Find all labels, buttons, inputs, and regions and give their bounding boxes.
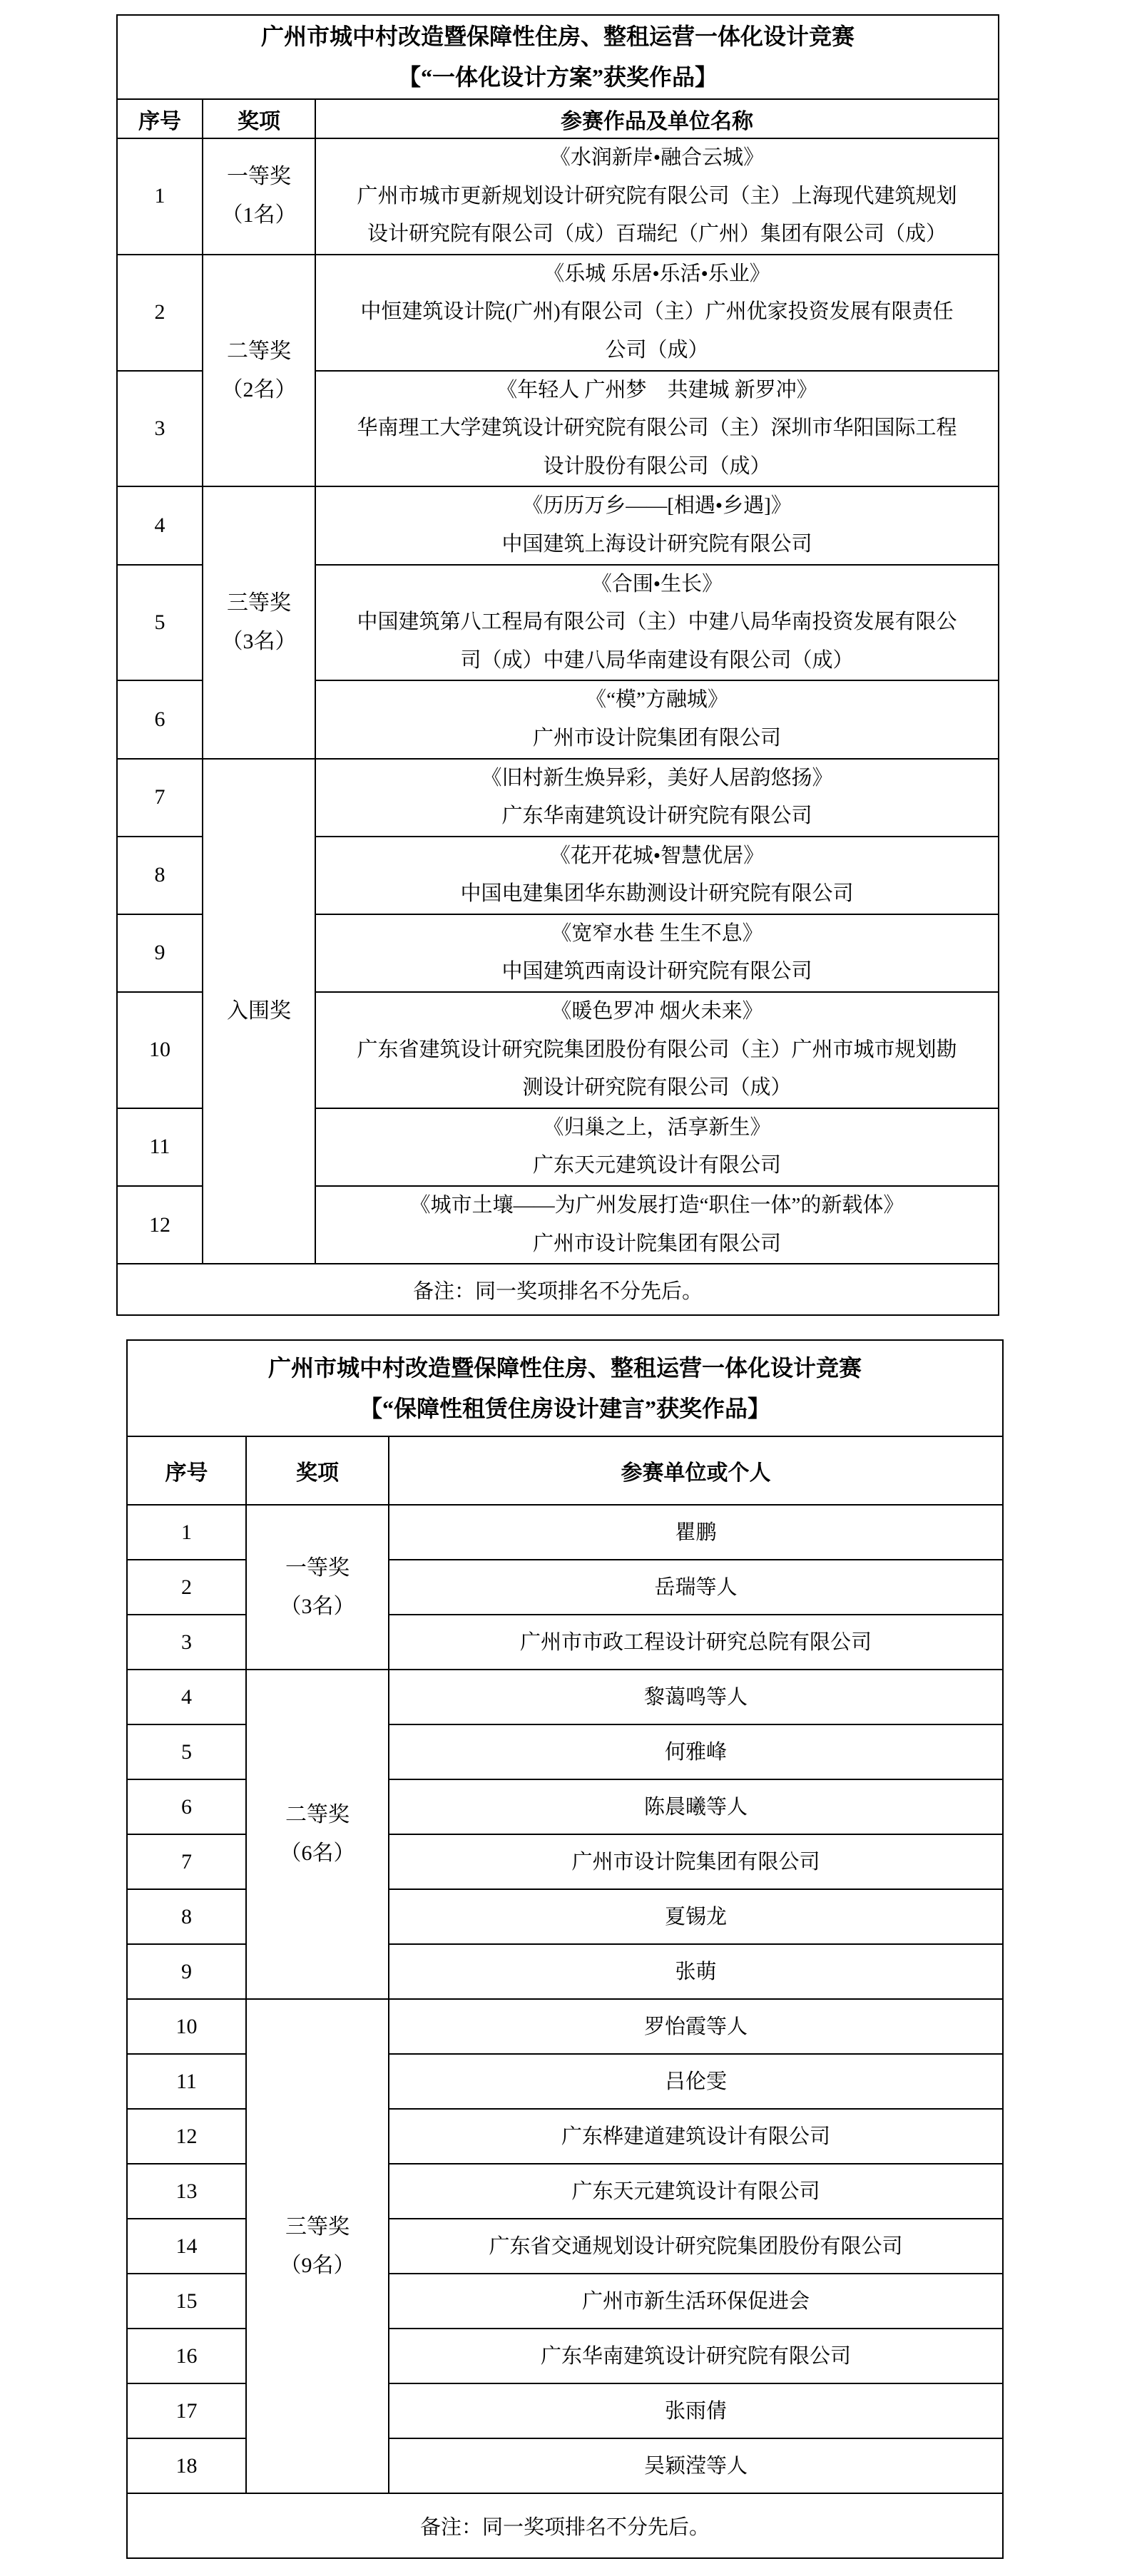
participant-name: 岳瑞等人 [654,1575,738,1599]
org-name-line: 中国建筑上海设计研究院有限公司 [501,532,812,556]
col-header-entry: 参赛单位或个人 [389,1436,1003,1505]
org-name-line: 设计研究院有限公司（成）百瑞纪（广州）集团有限公司（成） [367,223,947,246]
participant-name: 瞿鹏 [675,1520,717,1544]
entry-cell [315,486,999,564]
participant-name: 陈晨曦等人 [644,1795,748,1819]
org-name-line: 广东华南建筑设计研究院有限公司 [501,804,812,828]
entry-cell [389,1670,1003,1724]
table-row [127,1505,1003,1560]
work-title: 《乐城 乐居•乐活•乐业》 [544,262,770,285]
integrated-design-awards-table [116,14,999,1316]
award-label-line: 入围奖 [227,998,291,1023]
org-name-line: 设计股份有限公司（成） [543,454,771,478]
table-title-line: 【“保障性租赁住房设计建言”获奖作品】 [360,1395,771,1421]
row-number: 11 [117,1108,203,1186]
entry-cell [315,1108,999,1186]
participant-name: 何雅峰 [665,1740,728,1764]
org-name-line: 广州市设计院集团有限公司 [533,726,782,750]
org-name-line: 中国电建集团华东勘测设计研究院有限公司 [460,882,854,906]
entry-cell [389,1615,1003,1670]
table-row [117,759,999,837]
row-number: 11 [127,2054,246,2109]
row-number: 17 [127,2383,246,2438]
org-name-line: 广州市城市更新规划设计研究院有限公司（主）上海现代建筑规划 [357,184,957,208]
entry-cell [315,992,999,1108]
award-label-line: 三等奖 [227,591,291,615]
row-number: 4 [127,1670,246,1724]
col-header-award: 奖项 [246,1436,389,1505]
row-number: 8 [127,1889,246,1944]
award-group-label [246,1670,389,1999]
work-title: 《合围•生长》 [591,572,723,596]
participant-name: 罗怡霞等人 [644,2015,748,2038]
participant-name: 广州市设计院集团有限公司 [571,1850,820,1874]
table-title [117,15,999,99]
table-note: 备注：同一奖项排名不分先后。 [117,1264,999,1315]
row-number: 12 [127,2109,246,2164]
row-number: 1 [127,1505,246,1560]
row-number: 5 [127,1724,246,1779]
participant-name: 夏锡龙 [665,1905,728,1928]
row-number: 7 [117,759,203,837]
award-group-label [203,759,315,1264]
entry-cell [389,1724,1003,1779]
award-label-line: （9名） [280,2253,355,2277]
table-title-line: 广州市城中村改造暨保障性住房、整租运营一体化设计竞赛 [261,24,855,49]
row-number: 7 [127,1834,246,1889]
award-label-line: 一等奖 [227,165,291,189]
row-number: 5 [117,565,203,681]
entry-cell [315,914,999,992]
participant-name: 吕伦雯 [665,2070,728,2093]
note-row [127,2493,1003,2558]
header-row [127,1436,1003,1505]
work-title: 《年轻人 广州梦 共建城 新罗冲》 [496,378,817,402]
work-title: 《暖色罗冲 烟火未来》 [551,1000,763,1023]
row-number: 10 [127,1999,246,2054]
award-label-line: 二等奖 [285,1803,350,1826]
award-label-line: （2名） [221,377,297,402]
row-number: 10 [117,992,203,1108]
table-title-line: 【“一体化设计方案”获奖作品】 [398,64,718,90]
entry-cell [389,1889,1003,1944]
entry-cell [389,2109,1003,2164]
row-number: 9 [117,914,203,992]
award-label-line: （3名） [280,1594,355,1618]
table-row [127,1999,1003,2054]
row-number: 12 [117,1186,203,1264]
participant-name: 广东华南建筑设计研究院有限公司 [541,2344,852,2368]
org-name-line: 中恒建筑设计院(广州)有限公司（主）广州优家投资发展有限责任 [360,300,954,324]
org-name-line: 广东天元建筑设计有限公司 [533,1154,782,1177]
award-label-line: 一等奖 [285,1555,350,1580]
row-number: 8 [117,837,203,914]
table-title-line: 广州市城中村改造暨保障性住房、整租运营一体化设计竞赛 [268,1354,862,1381]
award-label-line: （6名） [280,1841,355,1865]
row-number: 9 [127,1944,246,1999]
award-label-line: 二等奖 [227,339,291,363]
col-header-entry: 参赛作品及单位名称 [315,99,999,138]
participant-name: 张萌 [675,1960,717,1983]
org-name-line: 公司（成） [605,338,709,362]
table-row [117,255,999,371]
org-name-line: 司（成）中建八局华南建设有限公司（成） [460,648,854,672]
work-title: 《归巢之上，活享新生》 [543,1115,771,1139]
table-row [127,1670,1003,1724]
row-number: 14 [127,2219,246,2274]
col-header-award: 奖项 [203,99,315,138]
table-title [127,1340,1003,1436]
work-title: 《“模”方融城》 [586,688,728,712]
table-title-row [127,1340,1003,1436]
participant-name: 广东天元建筑设计有限公司 [571,2179,820,2203]
work-title: 《水润新岸•融合云城》 [549,146,765,169]
org-name-line: 华南理工大学建筑设计研究院有限公司（主）深圳市华阳国际工程 [357,416,957,440]
entry-cell [389,1834,1003,1889]
table-note: 备注：同一奖项排名不分先后。 [127,2493,1003,2558]
row-number: 6 [117,680,203,758]
entry-cell [389,2274,1003,2329]
org-name-line: 广东省建筑设计研究院集团股份有限公司（主）广州市城市规划勘 [357,1038,957,1061]
entry-cell [389,2164,1003,2219]
entry-cell [389,1944,1003,1999]
row-number: 2 [127,1560,246,1615]
row-number: 3 [117,371,203,487]
participant-name: 广东省交通规划设计研究院集团股份有限公司 [489,2234,903,2258]
col-header-index: 序号 [117,99,203,138]
org-name-line: 中国建筑西南设计研究院有限公司 [501,960,812,983]
participant-name: 张雨倩 [665,2399,728,2423]
entry-cell [315,255,999,371]
award-group-label [246,1999,389,2493]
work-title: 《花开花城•智慧优居》 [549,844,765,867]
award-group-label [203,255,315,487]
entry-cell [389,2219,1003,2274]
participant-name: 吴颖滢等人 [644,2454,748,2478]
rental-housing-suggestion-awards-table [126,1339,1004,2559]
row-number: 18 [127,2438,246,2493]
org-name-line: 广州市设计院集团有限公司 [533,1232,782,1255]
participant-name: 广东桦建道建筑设计有限公司 [561,2125,831,2148]
entry-cell [389,2438,1003,2493]
note-row [117,1264,999,1315]
row-number: 6 [127,1779,246,1834]
entry-cell [389,2383,1003,2438]
col-header-index: 序号 [127,1436,246,1505]
entry-cell [315,759,999,837]
award-group-label [203,486,315,758]
row-number: 2 [117,255,203,371]
work-title: 《城市土壤——为广州发展打造“职住一体”的新载体》 [409,1194,904,1217]
row-number: 15 [127,2274,246,2329]
entry-cell [389,2329,1003,2383]
award-label-line: （3名） [221,629,297,653]
entry-cell [389,2054,1003,2109]
entry-cell [315,680,999,758]
entry-cell [315,138,999,255]
entry-cell [389,1560,1003,1615]
entry-cell [389,1779,1003,1834]
org-name-line: 中国建筑第八工程局有限公司（主）中建八局华南投资发展有限公 [357,610,957,634]
row-number: 4 [117,486,203,564]
table-row [117,138,999,255]
row-number: 16 [127,2329,246,2383]
award-label-line: 三等奖 [285,2214,350,2239]
org-name-line: 测设计研究院有限公司（成） [522,1076,792,1100]
row-number: 1 [117,138,203,255]
entry-cell [315,1186,999,1264]
participant-name: 黎蔼鸣等人 [644,1685,748,1709]
work-title: 《旧村新生焕异彩，美好人居韵悠扬》 [481,766,833,789]
entry-cell [315,565,999,681]
participant-name: 广州市市政工程设计研究总院有限公司 [520,1630,872,1654]
participant-name: 广州市新生活环保促进会 [582,2289,810,2313]
work-title: 《历历万乡——[相遇•乡遇]》 [522,494,792,518]
entry-cell [389,1999,1003,2054]
header-row [117,99,999,138]
entry-cell [315,371,999,487]
award-group-label [246,1505,389,1670]
entry-cell [315,837,999,914]
entry-cell [389,1505,1003,1560]
table-title-row [117,15,999,99]
award-label-line: （1名） [221,203,297,228]
work-title: 《宽窄水巷 生生不息》 [551,921,763,945]
row-number: 13 [127,2164,246,2219]
row-number: 3 [127,1615,246,1670]
award-group-label [203,138,315,255]
table-row [117,486,999,564]
